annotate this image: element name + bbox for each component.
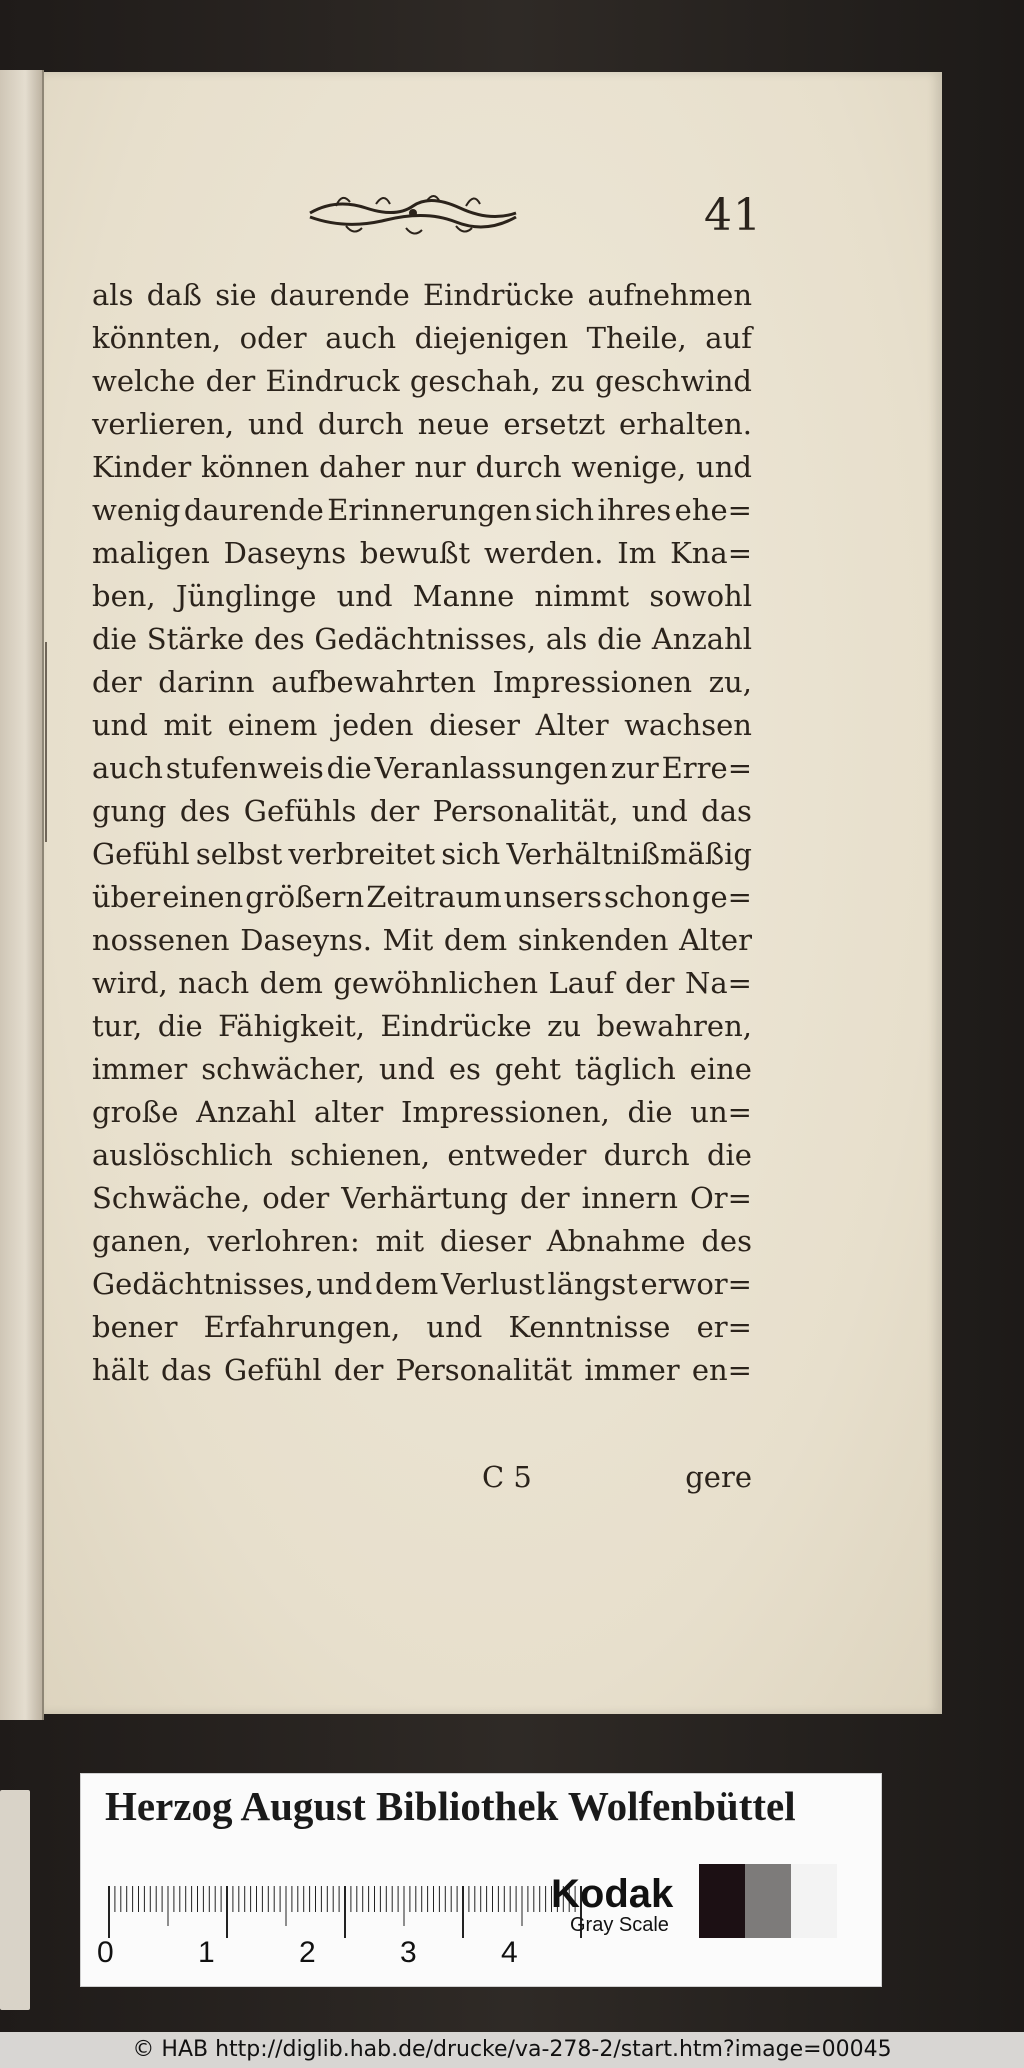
swatch-mid xyxy=(745,1864,791,1938)
text-line: gung des Gefühls der Personalität, und das xyxy=(92,794,752,828)
text-line: die Stärke des Gedächtnisses, als die Anzahl xyxy=(92,622,752,656)
text-line: Gedächtnisses, und dem Verlust längst erwor= xyxy=(92,1267,752,1301)
ruler-number: 0 xyxy=(97,1936,114,1969)
color-target-card xyxy=(80,1773,882,1987)
text-line: könnten, oder auch diejenigen Theile, auf xyxy=(92,321,752,355)
text-line: Schwäche, oder Verhärtung der innern Or= xyxy=(92,1181,752,1215)
text-line: ben, Jünglinge und Manne nimmt sowohl xyxy=(92,579,752,613)
text-line: auch stufenweis die Veranlassungen zur Erre= xyxy=(92,751,752,785)
text-line: als daß sie daurende Eindrücke aufnehmen xyxy=(92,278,752,312)
ruler-number: 3 xyxy=(400,1936,417,1969)
text-line: auslöschlich schienen, entweder durch die xyxy=(92,1138,752,1172)
text-line: über einen größern Zeitraum unsers schon ge= xyxy=(92,880,752,914)
text-line: bener Erfahrungen, und Kenntnisse er= xyxy=(92,1310,752,1344)
text-line: nossenen Daseyns. Mit dem sinkenden Alter xyxy=(92,923,752,957)
book-page xyxy=(44,72,942,1714)
catchword: gere xyxy=(685,1460,752,1494)
text-line: Kinder können daher nur durch wenige, und xyxy=(92,450,752,484)
text-line: welche der Eindruck geschah, zu geschwind xyxy=(92,364,752,398)
text-line: große Anzahl alter Impressionen, die un= xyxy=(92,1095,752,1129)
kodak-logo: Kodak xyxy=(551,1872,674,1916)
text-line: ganen, verlohren: mit dieser Abnahme des xyxy=(92,1224,752,1258)
ornament-icon xyxy=(306,186,520,240)
text-line: der darinn aufbewahrten Impressionen zu, xyxy=(92,665,752,699)
text-line: immer schwächer, und es geht täglich eine xyxy=(92,1052,752,1086)
ruler-number: 4 xyxy=(501,1936,518,1969)
text-line: maligen Daseyns bewußt werden. Im Kna= xyxy=(92,536,752,570)
text-line: hält das Gefühl der Personalität immer en= xyxy=(92,1353,752,1387)
library-name: Herzog August Bibliothek Wolfenbüttel xyxy=(105,1783,796,1829)
page-footer xyxy=(92,1460,752,1504)
ruler-number: 2 xyxy=(299,1936,316,1969)
swatch-light xyxy=(791,1864,837,1938)
signature-mark: C 5 xyxy=(482,1460,532,1494)
left-page-edge xyxy=(0,70,44,1720)
swatch-dark xyxy=(699,1864,745,1938)
gray-scale-label: Gray Scale xyxy=(570,1914,669,1936)
body-text xyxy=(92,274,752,1392)
ruler-number: 1 xyxy=(198,1936,215,1969)
left-page-tab xyxy=(0,1790,30,2010)
source-url[interactable]: © HAB http://diglib.hab.de/drucke/va-278-2/start.htm?image=00045 xyxy=(0,2032,1024,2068)
text-line: Gefühl selbst verbreitet sich Verhältnißmäßig xyxy=(92,837,752,871)
text-line: verlieren, und durch neue ersetzt erhalten. xyxy=(92,407,752,441)
margin-pencil-mark xyxy=(45,642,47,842)
text-line: wird, nach dem gewöhnlichen Lauf der Na= xyxy=(92,966,752,1000)
page-number: 41 xyxy=(704,190,762,241)
text-line: wenig daurende Erinnerungen sich ihres ehe= xyxy=(92,493,752,527)
text-line: und mit einem jeden dieser Alter wachsen xyxy=(92,708,752,742)
ruler xyxy=(105,1878,605,1978)
text-line: tur, die Fähigkeit, Eindrücke zu bewahren, xyxy=(92,1009,752,1043)
